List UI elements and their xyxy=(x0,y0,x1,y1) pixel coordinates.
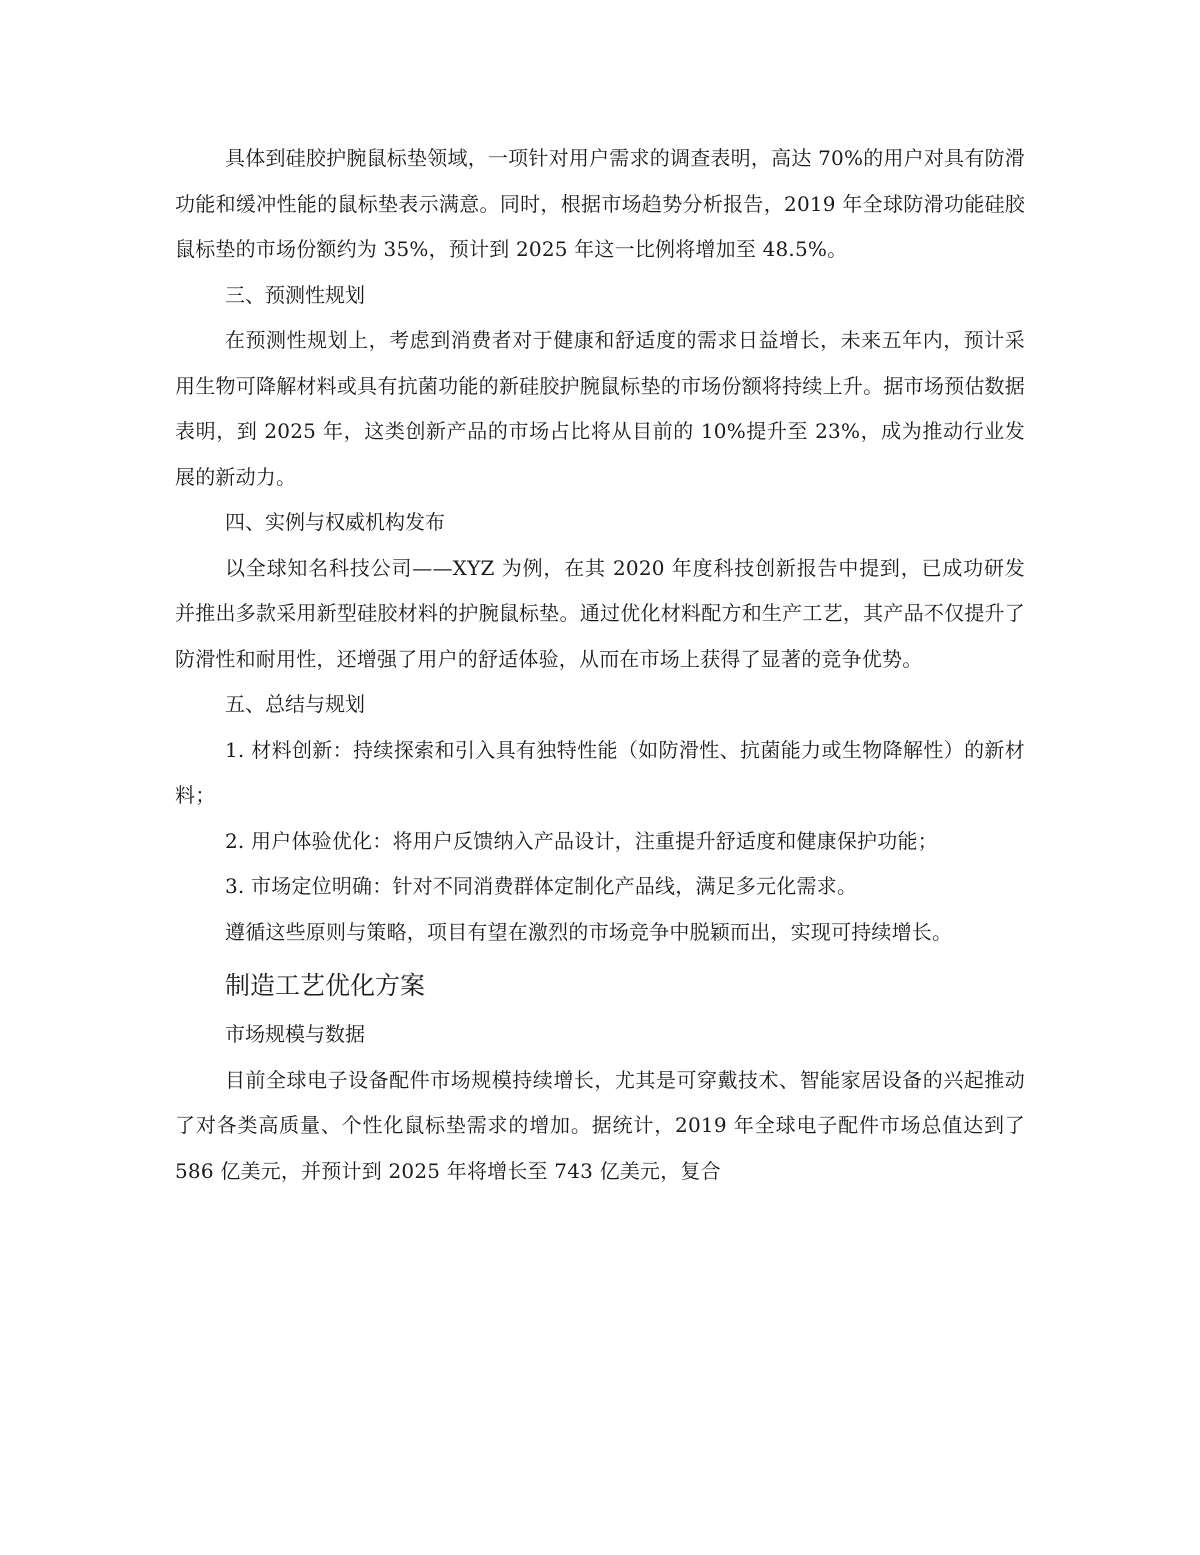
paragraph-forecast: 在预测性规划上，考虑到消费者对于健康和舒适度的需求日益增长，未来五年内，预计采用生物可降解材料或具有抗菌功能的新硅胶护腕鼠标垫的市场份额将持续上升。据市场预估数据表明，到 2025 年，这类创新产品的市场占比将从目前的 10%提升至 23%，成为推动行业发展的新动力。 xyxy=(175,328,1025,489)
document-body xyxy=(175,136,1025,1194)
list-item-material-innovation: 1. 材料创新：持续探索和引入具有独特性能（如防滑性、抗菌能力或生物降解性）的新材料； xyxy=(175,737,1025,807)
paragraph-examples: 以全球知名科技公司——XYZ 为例，在其 2020 年度科技创新报告中提到，已成功研发并推出多款采用新型硅胶材料的护腕鼠标垫。通过优化材料配方和生产工艺，其产品不仅提升了防滑性和耐用性，还增强了用户的舒适体验，从而在市场上获得了显著的竞争优势。 xyxy=(175,555,1025,671)
paragraph-silicone-survey: 具体到硅胶护腕鼠标垫领域，一项针对用户需求的调查表明，高达 70%的用户对具有防滑功能和缓冲性能的鼠标垫表示满意。同时，根据市场趋势分析报告，2019 年全球防滑功能硅胶鼠标垫的市场份额约为 35%，预计到 2025 年这一比例将增加至 48.5%。 xyxy=(175,146,1025,261)
subheading-market-size: 市场规模与数据 xyxy=(225,1022,365,1046)
section-heading-summary: 五、总结与规划 xyxy=(225,692,365,716)
paragraph-conclusion: 遵循这些原则与策略，项目有望在激烈的市场竞争中脱颖而出，实现可持续增长。 xyxy=(225,919,953,944)
section-heading-examples: 四、实例与权威机构发布 xyxy=(225,510,445,534)
paragraph-market-size: 目前全球电子设备配件市场规模持续增长，尤其是可穿戴技术、智能家居设备的兴起推动了对各类高质量、个性化鼠标垫需求的增加。据统计，2019 年全球电子配件市场总值达到了 586 亿美元，并预计到 2025 年将增长至 743 亿美元，复合 xyxy=(175,1067,1025,1183)
title-manufacturing-optimization: 制造工艺优化方案 xyxy=(225,971,426,1000)
list-item-user-experience: 2. 用户体验优化：将用户反馈纳入产品设计，注重提升舒适度和健康保护功能； xyxy=(225,828,938,853)
section-heading-forecast: 三、预测性规划 xyxy=(225,282,365,307)
list-item-market-positioning: 3. 市场定位明确：针对不同消费群体定制化产品线，满足多元化需求。 xyxy=(225,874,858,898)
